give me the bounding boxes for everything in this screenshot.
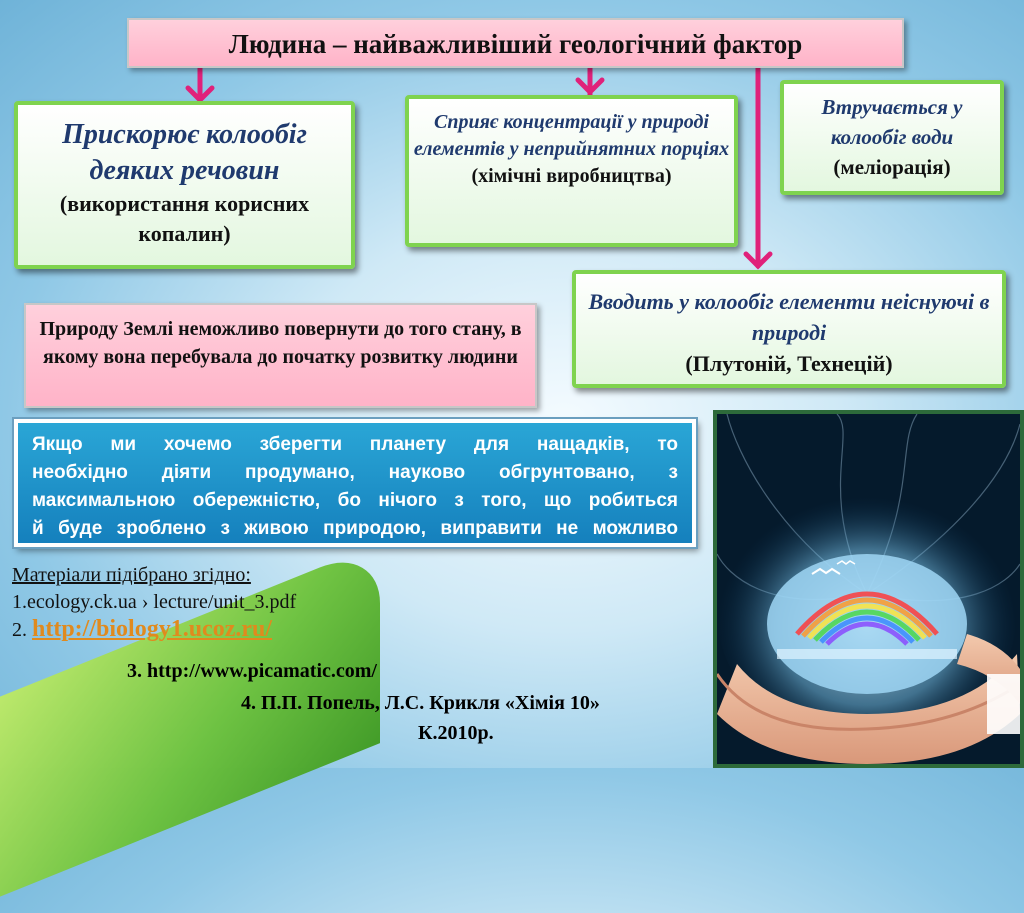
box-concentration xyxy=(405,95,738,247)
hands-globe-image xyxy=(713,410,1024,768)
reference-2 xyxy=(12,616,296,644)
box1-plain: (використання корисних копалин) xyxy=(59,191,310,246)
reference-4-year: К.2010р. xyxy=(418,722,494,744)
box1-italic: Прискорює колообіг деяких речовин xyxy=(62,119,307,186)
quote-line: Якщо ми хочемо зберегти планету для нащадків, то xyxy=(32,434,678,455)
box2-italic: Сприяє концентрації у природі елементів у неприйнятних порціях xyxy=(413,111,730,160)
box2-plain: (хімічні виробництва) xyxy=(471,165,672,187)
references xyxy=(12,562,296,644)
references-heading: Матеріали підібрано згідно: xyxy=(12,564,251,586)
reference-1: 1.ecology.ck.ua › lecture/unit_3.pdf xyxy=(12,591,297,613)
reference-2-link[interactable]: http://biology1.ucoz.ru/ xyxy=(32,616,273,642)
box-accelerates-cycle xyxy=(14,101,355,269)
quote-line: й буде зроблено з живою природою, виправити не можливо xyxy=(32,518,678,539)
page-title: Людина – найважливіший геологічний фактор xyxy=(127,18,904,68)
quote-line: необхідно діяти продумано, науково обгрунтовано, з xyxy=(32,462,678,483)
quote-line: максимальною обережністю, бо нічого з того, що робиться xyxy=(32,490,678,511)
box3-italic: Втручається у колообіг води xyxy=(821,95,963,149)
reference-4: 4. П.П. Попель, Л.С. Крикля «Хімія 10» xyxy=(241,692,600,714)
reference-3: 3. http://www.picamatic.com/ xyxy=(127,660,377,682)
reference-2-prefix: 2. xyxy=(12,619,32,641)
box4-italic: Вводить у колообіг елементи неіснуючі в природі xyxy=(588,289,990,345)
box-water-cycle xyxy=(780,80,1004,195)
box-irreversible: Природу Землі неможливо повернути до того стану, в якому вона перебувала до початку розвитку людини xyxy=(24,303,537,408)
box4-plain: (Плутоній, Технецій) xyxy=(685,351,893,376)
box-new-elements xyxy=(572,270,1006,388)
quote-box xyxy=(14,419,696,547)
box3-plain: (меліорація) xyxy=(833,155,951,179)
